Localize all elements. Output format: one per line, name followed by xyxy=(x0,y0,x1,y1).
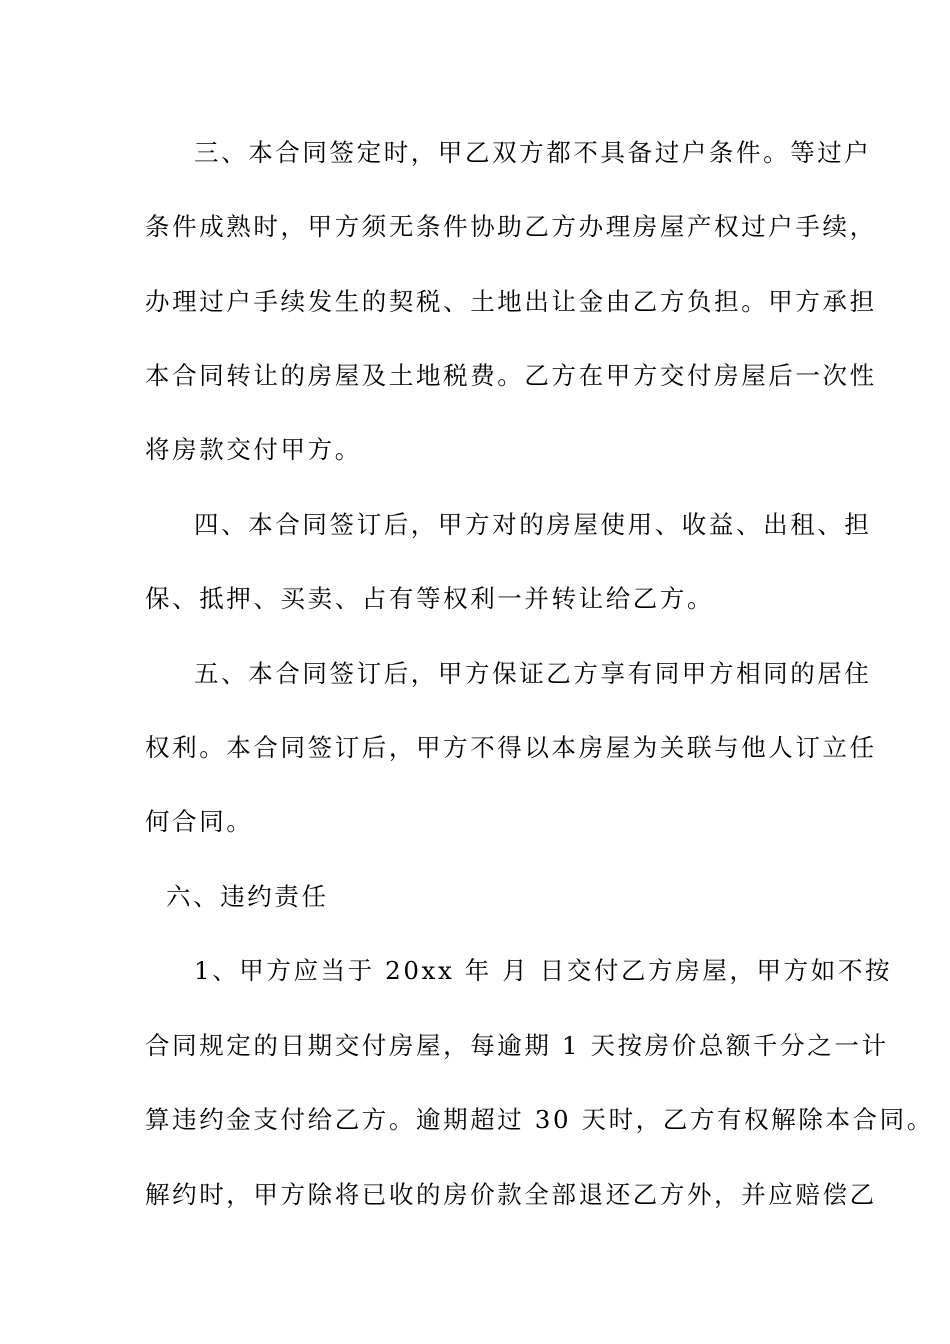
breach-item-1-line-4: 解约时，甲方除将已收的房价款全部退还乙方外，并应赔偿乙 xyxy=(145,1180,877,1209)
clause-5-line-2: 权利。本合同签订后，甲方不得以本房屋为关联与他人订立任 xyxy=(145,733,877,762)
clause-3-line-1: 三、本合同签定时，甲乙双方都不具备过户条件。等过户 xyxy=(194,138,872,167)
clause-3-line-2: 条件成熟时，甲方须无条件协助乙方办理房屋产权过户手续， xyxy=(145,212,877,241)
clause-4-line-2: 保、抵押、买卖、占有等权利一并转让给乙方。 xyxy=(145,584,715,613)
clause-3-line-5: 将房款交付甲方。 xyxy=(145,435,362,464)
clause-5-line-1: 五、本合同签订后，甲方保证乙方享有同甲方相同的居住 xyxy=(194,659,872,688)
section-heading-breach: 六、违约责任 xyxy=(166,882,329,911)
breach-item-1-line-2: 合同规定的日期交付房屋，每逾期 1 天按房价总额千分之一计 xyxy=(145,1031,889,1060)
breach-item-1-line-3: 算违约金支付给乙方。逾期超过 30 天时，乙方有权解除本合同。 xyxy=(145,1105,934,1134)
clause-5-line-3: 何合同。 xyxy=(145,807,254,836)
clause-4-line-1: 四、本合同签订后，甲方对的房屋使用、收益、出租、担 xyxy=(194,510,872,539)
clause-3-line-4: 本合同转让的房屋及土地税费。乙方在甲方交付房屋后一次性 xyxy=(145,361,877,390)
clause-3-line-3: 办理过户手续发生的契税、土地出让金由乙方负担。甲方承担 xyxy=(145,287,877,316)
breach-item-1-line-1: 1、甲方应当于 20xx 年 月 日交付乙方房屋，甲方如不按 xyxy=(194,956,893,985)
